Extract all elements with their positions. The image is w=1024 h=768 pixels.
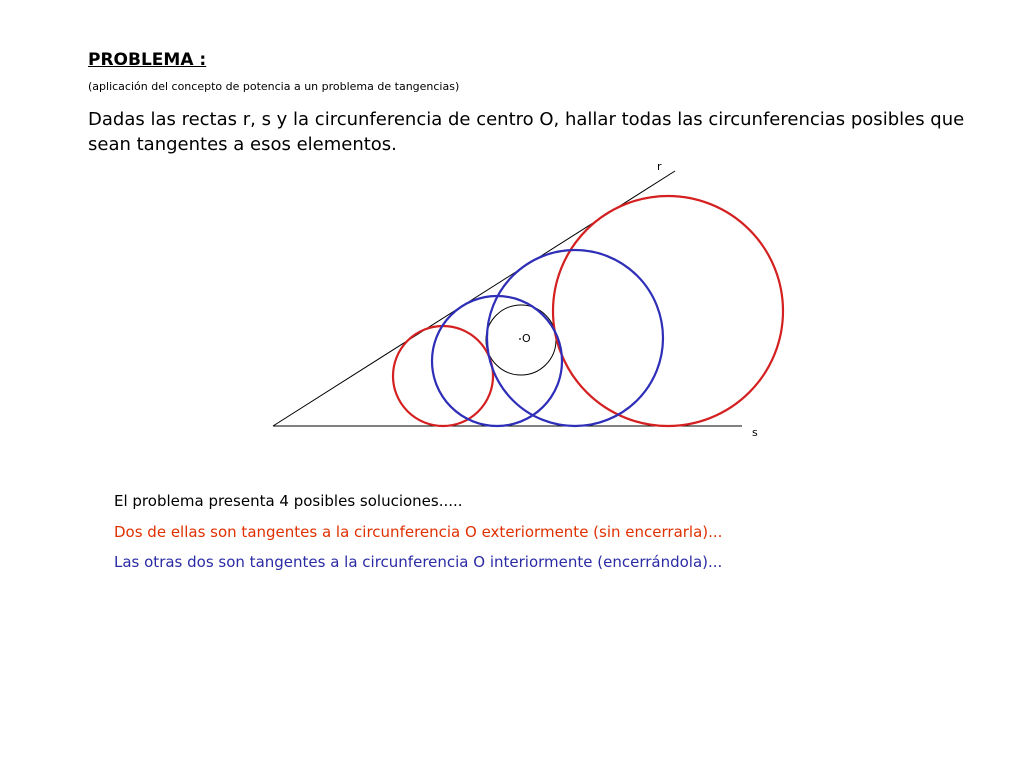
solution-circle-external-large — [553, 196, 783, 426]
label-o: O — [522, 332, 531, 345]
label-r: r — [657, 160, 662, 173]
conclusion-internal-solutions: Las otras dos son tangentes a la circunferencia O interiormente (encerrándola)... — [114, 553, 723, 571]
solution-circle-internal-large — [487, 250, 663, 426]
problem-subtitle: (aplicación del concepto de potencia a un problema de tangencias) — [88, 80, 460, 93]
given-circle-o — [486, 305, 556, 375]
center-point-o — [519, 338, 521, 340]
problem-title: PROBLEMA : — [88, 50, 207, 70]
solution-circle-external-small — [393, 326, 493, 426]
label-s: s — [752, 426, 758, 439]
problem-statement: Dadas las rectas r, s y la circunferencia de centro O, hallar todas las circunferencias posibles que sean tangentes a esos elementos. — [88, 109, 965, 155]
solution-circle-internal-small — [432, 296, 562, 426]
conclusion-external-solutions: Dos de ellas son tangentes a la circunferencia O exteriormente (sin encerrarla)... — [114, 523, 723, 541]
conclusion-solutions-count: El problema presenta 4 posibles soluciones..... — [114, 492, 463, 510]
